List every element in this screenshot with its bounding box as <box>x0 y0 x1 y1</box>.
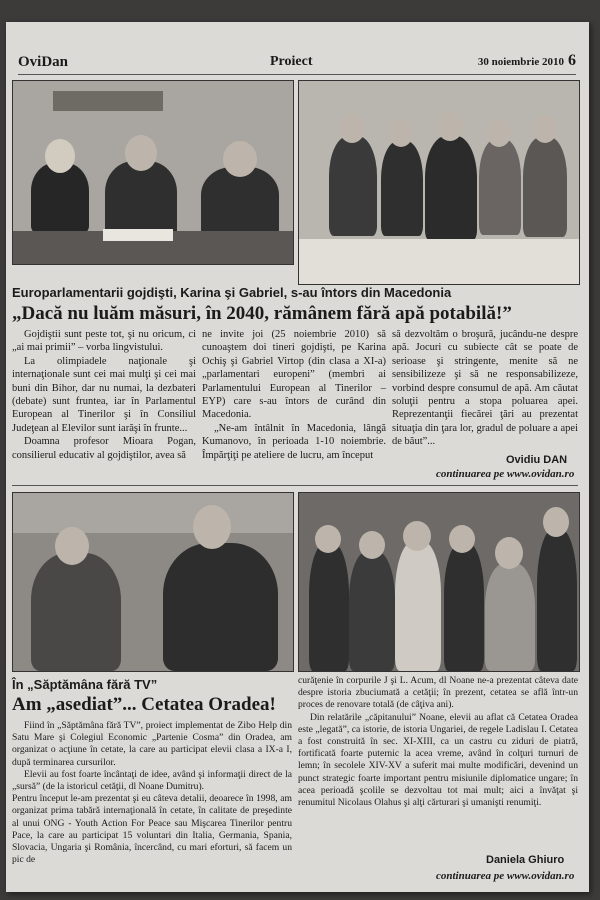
article2-continuation: continuarea pe www.ovidan.ro <box>436 870 575 882</box>
article2-headline: Am „asediat”... Cetatea Oradea! <box>12 694 276 715</box>
article1-col2-para: ne invite joi (25 noiembrie 2010) să cunoaştem doi tineri gojdişti, pe Karina Ochiş şi Gabriel Virtop (din clasa a XI-a) „parlamentari europeni” (membri ai Parlamentului European al Tinerilor – EYP) care s-au întors de curând din Macedonia. <box>202 329 386 421</box>
article1-signature: Ovidiu DAN <box>506 454 568 466</box>
article2-col1-para: Pentru început le-am prezentat şi eu câteva detalii, deoarece în 1998, am organizat prima tabără internaţională în cetate, în calitate de preşedinte al unui ONG - Youth Action For Peace sau Mişcarea Tinerilor pentru Pace, la care au participat 15 voluntari din Italia, Germania, Spania, Slovacia, Ungaria şi România, încercând, cu mari eforturi, să facem un pic de <box>12 793 292 866</box>
article2-col1-para: Fiind în „Săptămâna fără TV”, proiect implementat de Zibo Help din Satu Mare şi Colegiul Economic „Partenie Cosma” din Oradea, am organizat o acţiune în cetate, la care au participat elevii clasa a IX-a I, după terminarea cursurilor. <box>12 720 292 768</box>
article2-col1-para: Elevii au fost foarte încântaţi de idee, având şi informaţii direct de la „sursă” (de la istoricul cetăţii, dl Noane Dumitru). <box>12 768 292 793</box>
article1-col3-para: să dezvoltăm o broşură, jucându-ne despre apă. Jocuri cu subiecte cât se poate de serioase şi stringente, menite să ne sensibilizeze şi să ne responsabilizeze, vorbind despre consumul de apă. Am căutat soluţii pentru a stopa poluarea apei. Reprezentanţii fiecărei ţări au prezentat situaţia din ţara lor, gradul de poluare a apei de băut”... <box>392 329 578 448</box>
newspaper-page <box>6 22 589 892</box>
brand-name: OviDan <box>18 54 69 70</box>
article1-column-1 <box>12 328 196 462</box>
article-divider <box>12 485 578 486</box>
article2-col2-para: Din relatările „căpitanului” Noane, elevii au aflat că Cetatea Oradea este „legată”, ca istorie, de istoria Ungariei, de regele Ladislau I. Cetatea a fost construită în sec. XI-XIII, ca un castru cu ziduri de piatră, fortificată foarte puternic la acea vreme, având în colţuri turnuri de lemn; în secolele XIV-XV a suferit mai multe modificări, devenind un punct strategic foarte important pentru misiunile diplomatice ungare; în acea perioadă şcolile se dezvoltau tot mai mult; aici a învăţat şi renumitul Nicolaus Olahus şi alţi cărturari şi umanişti renumiţi. <box>298 711 578 809</box>
page-number: 6 <box>568 52 576 69</box>
photo-costumes <box>298 80 580 285</box>
article1-column-2 <box>202 328 386 462</box>
page-header <box>18 52 576 75</box>
article2-signature: Daniela Ghiuro <box>486 854 565 866</box>
article2-column-2 <box>298 675 578 809</box>
issue-date: 30 noiembrie 2010 <box>477 56 564 68</box>
article2-column-1 <box>12 720 292 866</box>
article2-kicker: În „Săptămâna fără TV” <box>12 677 158 692</box>
article2-col2-para: curăţenie în corpurile J şi L. Acum, dl Noane ne-a prezentat câteva date despre istoria zbuciumată a cetăţii; în prezent, cetatea se află într-un proces de renovare totală (de câţiva ani). <box>298 675 578 711</box>
photo-meeting <box>12 80 294 265</box>
article1-kicker: Europarlamentarii gojdişti, Karina şi Gabriel, s-au întors din Macedonia <box>12 285 452 300</box>
article1-col1-para: Doamna profesor Mioara Pogan, consilierul educativ al gojdiştilor, avea să <box>12 436 196 461</box>
article1-column-3 <box>392 328 578 449</box>
photo-students <box>298 492 580 672</box>
article1-col2-para: „Ne-am întâlnit în Macedonia, lângă Kumanovo, în perioada 1-10 noiembrie. Împărţiţi pe ateliere de lucru, am început <box>202 422 386 461</box>
article1-continuation: continuarea pe www.ovidan.ro <box>436 468 575 480</box>
section-name: Proiect <box>270 54 313 69</box>
article1-col1-para: La olimpiadele naţionale şi internaţionale sunt cei mai mulţi şi cei mai buni din Bihor, dar nu numai, la dezbateri (debate) sunt fruntea, iar în Parlamentul European al Tinerilor şi în Consiliul Judeţean al Elevilor sunt iarăşi în frunte... <box>12 355 196 434</box>
photo-castle-guide <box>12 492 294 672</box>
article1-headline: „Dacă nu luăm măsuri, în 2040, rămânem fără apă potabilă!” <box>12 303 512 324</box>
article1-col1-para: Gojdiştii sunt peste tot, şi nu oricum, ci „ai mai primii” – vorba lingvistului. <box>12 329 196 354</box>
